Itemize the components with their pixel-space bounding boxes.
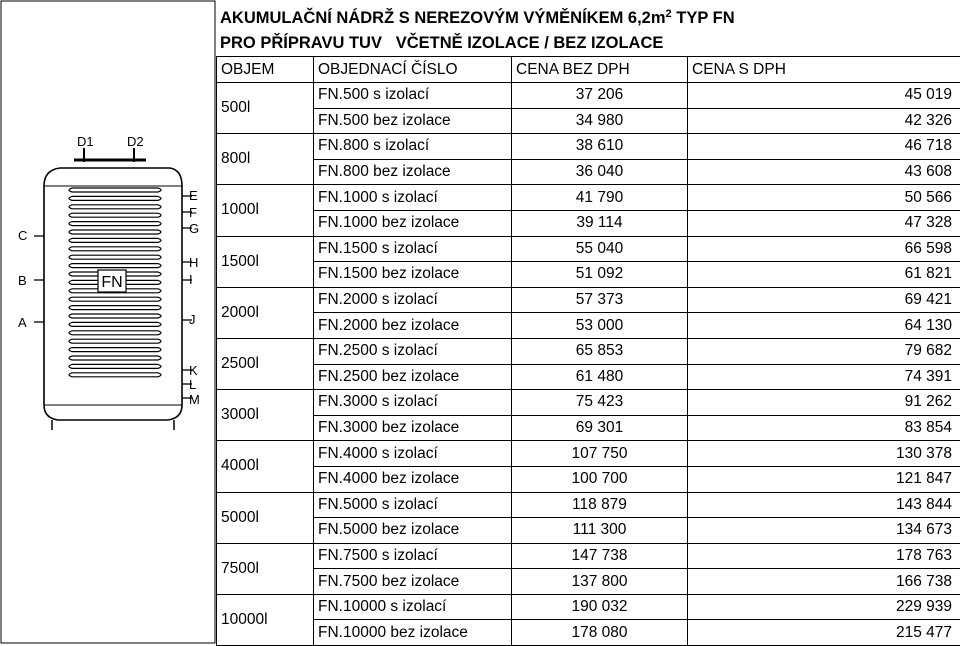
label-c: C [18, 228, 27, 243]
table-row [217, 415, 960, 441]
coil-loop [69, 222, 161, 226]
volume-cell: 10000l [217, 594, 314, 645]
price-vat-cell: 69 421 [688, 287, 960, 313]
table-row [217, 338, 960, 364]
order-cell: FN.10000 bez izolace [314, 620, 512, 646]
label-f: F [189, 205, 197, 220]
coil-loop [69, 188, 161, 192]
coil-loop [69, 255, 161, 259]
table-row [217, 236, 960, 262]
table-row [217, 569, 960, 595]
tank-diagram [0, 0, 216, 644]
coil-loop [69, 364, 161, 368]
price-vat-cell: 134 673 [688, 518, 960, 544]
coil-loop [69, 196, 161, 200]
price-vat-cell: 42 326 [688, 108, 960, 134]
order-cell: FN.4000 s izolací [314, 441, 512, 467]
order-cell: FN.2500 s izolací [314, 338, 512, 364]
price-vat-cell: 229 939 [688, 594, 960, 620]
label-k: K [189, 363, 198, 378]
coil-loop [69, 322, 161, 326]
price-cell: 190 032 [512, 594, 688, 620]
table-row [217, 134, 960, 160]
order-cell: FN.1500 s izolací [314, 236, 512, 262]
tank-label: FN [101, 274, 122, 291]
order-cell: FN.7500 s izolací [314, 543, 512, 569]
price-vat-cell: 74 391 [688, 364, 960, 390]
coil-loop [69, 373, 161, 377]
price-vat-cell: 64 130 [688, 313, 960, 339]
table-row [217, 543, 960, 569]
coil-loop [69, 213, 161, 217]
table-row [217, 492, 960, 518]
price-vat-cell: 46 718 [688, 134, 960, 160]
table-row [217, 390, 960, 416]
coil-loop [69, 339, 161, 343]
coil-loop [69, 348, 161, 352]
table-row [217, 466, 960, 492]
label-h: H [189, 255, 198, 270]
price-vat-cell: 178 763 [688, 543, 960, 569]
volume-cell: 2500l [217, 338, 314, 389]
coil-loop [69, 297, 161, 301]
header-price: CENA BEZ DPH [512, 57, 688, 83]
price-vat-cell: 143 844 [688, 492, 960, 518]
table-row [217, 441, 960, 467]
title-line-1: AKUMULAČNÍ NÁDRŽ S NEREZOVÝM VÝMĚNÍKEM $6,2m^2$ TYP FN [220, 8, 735, 28]
coil-loop [69, 356, 161, 360]
order-cell: FN.500 s izolací [314, 83, 512, 109]
table-header-row [217, 57, 960, 83]
price-vat-cell: 66 598 [688, 236, 960, 262]
volume-cell: 1500l [217, 236, 314, 287]
order-cell: FN.7500 bez izolace [314, 569, 512, 595]
coil-loop [69, 230, 161, 234]
table-row [217, 185, 960, 211]
table-row [217, 210, 960, 236]
table-row [217, 287, 960, 313]
price-cell: 111 300 [512, 518, 688, 544]
price-cell: 55 040 [512, 236, 688, 262]
order-cell: FN.5000 s izolací [314, 492, 512, 518]
table-row [217, 159, 960, 185]
order-cell: FN.2500 bez izolace [314, 364, 512, 390]
header-price-vat: CENA S DPH [688, 57, 960, 83]
price-cell: 75 423 [512, 390, 688, 416]
order-cell: FN.1000 bez izolace [314, 210, 512, 236]
order-cell: FN.800 s izolací [314, 134, 512, 160]
price-cell: 39 114 [512, 210, 688, 236]
coil-loop [69, 264, 161, 268]
price-vat-cell: 43 608 [688, 159, 960, 185]
price-vat-cell: 166 738 [688, 569, 960, 595]
table-row [217, 518, 960, 544]
price-vat-cell: 215 477 [688, 620, 960, 646]
order-cell: FN.4000 bez izolace [314, 466, 512, 492]
price-cell: 178 080 [512, 620, 688, 646]
table-row [217, 620, 960, 646]
order-cell: FN.800 bez izolace [314, 159, 512, 185]
coil-loop [69, 238, 161, 242]
label-a: A [18, 315, 27, 330]
title-line-2: PRO PŘÍPRAVU TUV VČETNĚ IZOLACE / BEZ IZOLACE [220, 33, 663, 53]
coil-loop [69, 306, 161, 310]
header-volume: OBJEM [217, 57, 314, 83]
volume-cell: 500l [217, 83, 314, 134]
price-vat-cell: 91 262 [688, 390, 960, 416]
table-row [217, 364, 960, 390]
price-cell: 53 000 [512, 313, 688, 339]
volume-cell: 5000l [217, 492, 314, 543]
price-cell: 38 610 [512, 134, 688, 160]
label-j: J [189, 312, 196, 327]
order-cell: FN.500 bez izolace [314, 108, 512, 134]
order-cell: FN.1500 bez izolace [314, 262, 512, 288]
order-cell: FN.1000 s izolací [314, 185, 512, 211]
coil-loop [69, 247, 161, 251]
label-d2: D2 [127, 134, 144, 149]
order-cell: FN.5000 bez izolace [314, 518, 512, 544]
price-cell: 37 206 [512, 83, 688, 109]
volume-cell: 1000l [217, 185, 314, 236]
table-row [217, 83, 960, 109]
price-sheet [216, 0, 960, 644]
volume-cell: 3000l [217, 390, 314, 441]
label-d1: D1 [77, 134, 94, 149]
coil-loop [69, 314, 161, 318]
order-cell: FN.3000 bez izolace [314, 415, 512, 441]
label-b: B [18, 273, 27, 288]
label-i: I [189, 272, 193, 287]
price-vat-cell: 61 821 [688, 262, 960, 288]
table-row [217, 108, 960, 134]
price-cell: 69 301 [512, 415, 688, 441]
table-row [217, 594, 960, 620]
price-vat-cell: 50 566 [688, 185, 960, 211]
price-cell: 41 790 [512, 185, 688, 211]
label-l: L [189, 377, 196, 392]
price-cell: 107 750 [512, 441, 688, 467]
label-e: E [189, 188, 198, 203]
volume-cell: 2000l [217, 287, 314, 338]
price-vat-cell: 79 682 [688, 338, 960, 364]
price-cell: 34 980 [512, 108, 688, 134]
price-vat-cell: 130 378 [688, 441, 960, 467]
price-vat-cell: 47 328 [688, 210, 960, 236]
volume-cell: 7500l [217, 543, 314, 594]
price-vat-cell: 45 019 [688, 83, 960, 109]
price-cell: 57 373 [512, 287, 688, 313]
label-m: M [189, 392, 200, 407]
header-order: OBJEDNACÍ ČÍSLO [314, 57, 512, 83]
order-cell: FN.2000 s izolací [314, 287, 512, 313]
price-cell: 118 879 [512, 492, 688, 518]
price-cell: 65 853 [512, 338, 688, 364]
price-cell: 137 800 [512, 569, 688, 595]
price-vat-cell: 121 847 [688, 466, 960, 492]
price-cell: 36 040 [512, 159, 688, 185]
label-g: G [189, 221, 199, 236]
order-cell: FN.10000 s izolací [314, 594, 512, 620]
table-row [217, 313, 960, 339]
price-cell: 147 738 [512, 543, 688, 569]
price-table [216, 56, 960, 646]
price-vat-cell: 83 854 [688, 415, 960, 441]
order-cell: FN.2000 bez izolace [314, 313, 512, 339]
table-row [217, 262, 960, 288]
volume-cell: 800l [217, 134, 314, 185]
volume-cell: 4000l [217, 441, 314, 492]
order-cell: FN.3000 s izolací [314, 390, 512, 416]
price-cell: 100 700 [512, 466, 688, 492]
coil-loop [69, 205, 161, 209]
coil-loop [69, 331, 161, 335]
price-cell: 51 092 [512, 262, 688, 288]
price-cell: 61 480 [512, 364, 688, 390]
